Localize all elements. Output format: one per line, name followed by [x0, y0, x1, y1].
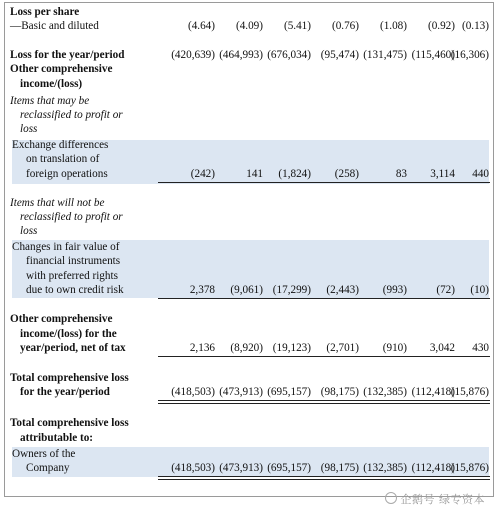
- cell-loss-year-col7: (16,306): [450, 49, 489, 61]
- watermark-logo-icon: [385, 492, 397, 504]
- underline-oci-net-3-col7: [445, 356, 490, 357]
- cell-loss-year-col5: (131,475): [363, 49, 407, 61]
- cell-fv-4-col1: 2,378: [189, 284, 215, 296]
- cell-loss-year-col3: (676,034): [267, 49, 311, 61]
- cell-fx-3-col7: 440: [472, 168, 489, 180]
- cell-fx-3-col1: (242): [190, 168, 215, 180]
- cell-basic-diluted-col2: (4.09): [235, 20, 263, 32]
- cell-owners-2-col1: (418,503): [171, 462, 215, 474]
- cell-loss-year-col6: (115,460): [411, 49, 455, 61]
- cell-basic-diluted-col5: (1.08): [379, 20, 407, 32]
- underline-owners-2-col7: [445, 476, 490, 477]
- cell-basic-diluted-col7: (0.13): [461, 20, 489, 32]
- cell-tcl-2-col2: (473,913): [219, 386, 263, 398]
- row-label-items-noreclass-3: loss: [20, 225, 38, 237]
- row-label-loss-year: Loss for the year/period: [10, 49, 125, 61]
- cell-fv-4-col4: (2,443): [326, 284, 359, 296]
- cell-tcl-2-col4: (98,175): [320, 386, 359, 398]
- cell-basic-diluted-col1: (4.64): [187, 20, 215, 32]
- underline-tcl-2-col7: [445, 400, 490, 401]
- row-label-fx-1: Exchange differences: [12, 139, 109, 151]
- cell-oci-net-3-col6: 3,042: [429, 342, 455, 354]
- watermark: [385, 491, 486, 507]
- cell-oci-net-3-col4: (2,701): [326, 342, 359, 354]
- watermark-text: 企鹅号 绿专资本: [400, 493, 485, 506]
- row-label-owners-2: Company: [26, 462, 70, 474]
- cell-owners-2-col6: (112,418): [411, 462, 455, 474]
- row-label-lps-title: Loss per share: [10, 6, 80, 18]
- cell-fx-3-col5: 83: [395, 168, 407, 180]
- cell-tcl-2-col5: (132,385): [363, 386, 407, 398]
- row-label-items-reclass-3: loss: [20, 123, 38, 135]
- row-label-fx-3: foreign operations: [26, 168, 108, 180]
- cell-loss-year-col4: (95,474): [320, 49, 359, 61]
- cell-fx-3-col3: (1,824): [278, 168, 311, 180]
- cell-fx-3-col4: (258): [334, 168, 359, 180]
- row-label-tcl-attr-1: Total comprehensive loss: [10, 417, 129, 429]
- cell-oci-net-3-col3: (19,123): [272, 342, 311, 354]
- cell-oci-net-3-col5: (910): [382, 342, 407, 354]
- underline-fv-4-col7: [445, 298, 490, 299]
- row-label-fx-2: on translation of: [26, 153, 100, 165]
- cell-owners-2-col3: (695,157): [267, 462, 311, 474]
- cell-fx-3-col6: 3,114: [430, 168, 455, 180]
- cell-loss-year-col1: (420,639): [171, 49, 215, 61]
- underline-fx-3-col7: [445, 182, 490, 183]
- cell-basic-diluted-col4: (0.76): [331, 20, 359, 32]
- row-label-fv-4: due to own credit risk: [26, 284, 124, 296]
- cell-fv-4-col6: (72): [436, 284, 455, 296]
- row-label-items-reclass-1: Items that may be: [10, 95, 90, 107]
- row-label-items-noreclass-2: reclassified to profit or: [20, 211, 123, 223]
- cell-owners-2-col2: (473,913): [219, 462, 263, 474]
- cell-owners-2-col4: (98,175): [320, 462, 359, 474]
- cell-fv-4-col3: (17,299): [272, 284, 311, 296]
- row-label-items-noreclass-1: Items that will not be: [10, 197, 105, 209]
- cell-loss-year-col2: (464,993): [219, 49, 263, 61]
- cell-oci-net-3-col7: 430: [472, 342, 489, 354]
- cell-tcl-2-col7: (15,876): [450, 386, 489, 398]
- cell-fv-4-col2: (9,061): [230, 284, 263, 296]
- row-label-tcl-1: Total comprehensive loss: [10, 372, 129, 384]
- cell-tcl-2-col6: (112,418): [411, 386, 455, 398]
- cell-owners-2-col7: (15,876): [450, 462, 489, 474]
- cell-basic-diluted-col3: (5.41): [283, 20, 311, 32]
- cell-tcl-2-col1: (418,503): [171, 386, 215, 398]
- underline-tcl-2-col7: [445, 403, 490, 404]
- cell-basic-diluted-col6: (0.92): [427, 20, 455, 32]
- row-label-items-reclass-2: reclassified to profit or: [20, 109, 123, 121]
- row-label-oci-net-1: Other comprehensive: [10, 313, 113, 325]
- row-label-tcl-attr-2: attributable to:: [20, 432, 94, 444]
- row-label-fv-3: with preferred rights: [26, 270, 118, 282]
- row-label-oci-title-2: income/(loss): [20, 78, 83, 90]
- row-label-fv-1: Changes in fair value of: [12, 241, 120, 253]
- row-label-oci-title-1: Other comprehensive: [10, 63, 113, 75]
- row-label-owners-1: Owners of the: [12, 448, 76, 460]
- row-label-tcl-2: for the year/period: [20, 386, 110, 398]
- row-label-oci-net-2: income/(loss) for the: [20, 328, 117, 340]
- row-label-oci-net-3: year/period, net of tax: [20, 342, 126, 354]
- row-label-basic-diluted: —Basic and diluted: [10, 20, 99, 32]
- cell-oci-net-3-col1: 2,136: [189, 342, 215, 354]
- cell-oci-net-3-col2: (8,920): [230, 342, 263, 354]
- row-label-fv-2: financial instruments: [26, 255, 121, 267]
- cell-tcl-2-col3: (695,157): [267, 386, 311, 398]
- cell-fx-3-col2: 141: [246, 168, 263, 180]
- cell-fv-4-col5: (993): [382, 284, 407, 296]
- cell-fv-4-col7: (10): [470, 284, 489, 296]
- cell-owners-2-col5: (132,385): [363, 462, 407, 474]
- underline-owners-2-col7: [445, 479, 490, 480]
